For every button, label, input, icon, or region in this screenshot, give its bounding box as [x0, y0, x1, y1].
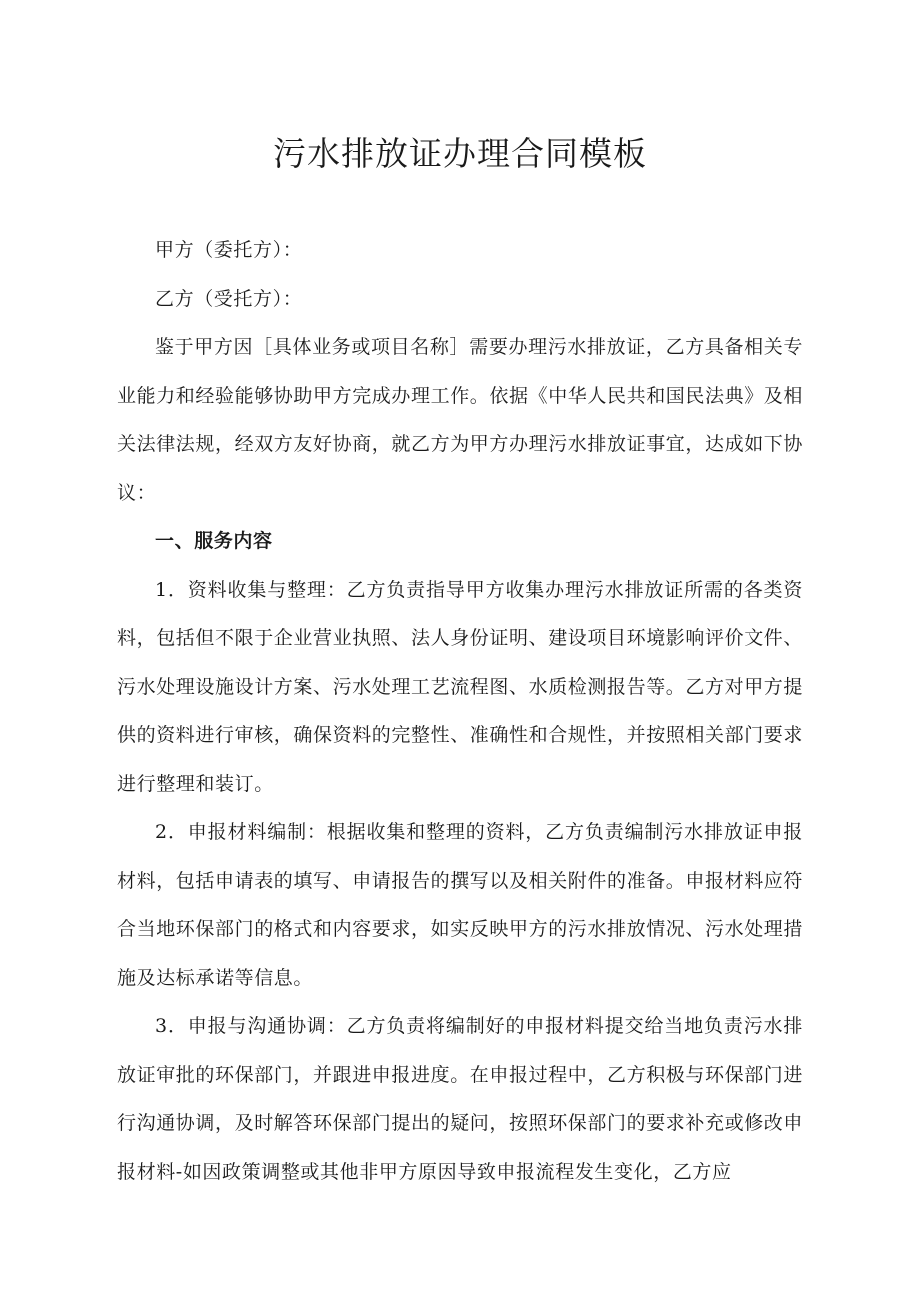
- preamble-paragraph: 鉴于甲方因［具体业务或项目名称］需要办理污水排放证，乙方具备相关专业能力和经验能够协助甲方完成办理工作。依据《中华人民共和国民法典》及相关法律法规，经双方友好协商，就乙方为甲方办理污水排放证事宜，达成如下协议：: [117, 336, 804, 504]
- document-body: [117, 226, 803, 1196]
- clause-3-paragraph: 3．申报与沟通协调：乙方负责将编制好的申报材料提交给当地负责污水排放证审批的环保部门，并跟进申报进度。在申报过程中，乙方积极与环保部门进行沟通协调，及时解答环保部门提出的疑问，按照环保部门的要求补充或修改申报材料-如因政策调整或其他非甲方原因导致申报流程发生变化，乙方应: [117, 1015, 804, 1183]
- party-b-label: 乙方（受托方）：: [155, 287, 303, 310]
- section-heading-services: 一、服务内容: [155, 530, 273, 552]
- document-title: 污水排放证办理合同模板: [273, 134, 647, 173]
- clause-1-paragraph: 1．资料收集与整理：乙方负责指导甲方收集办理污水排放证所需的各类资料，包括但不限于企业营业执照、法人身份证明、建设项目环境影响评价文件、污水处理设施设计方案、污水处理工艺流程图、水质检测报告等。乙方对甲方提供的资料进行审核，确保资料的完整性、准确性和合规性，并按照相关部门要求进行整理和装订。: [117, 578, 804, 795]
- clause-2-paragraph: 2．申报材料编制：根据收集和整理的资料，乙方负责编制污水排放证申报材料，包括申请表的填写、申请报告的撰写以及相关附件的准备。申报材料应符合当地环保部门的格式和内容要求，如实反映甲方的污水排放情况、污水处理措施及达标承诺等信息。: [117, 821, 804, 989]
- party-a-label: 甲方（委托方）：: [155, 239, 303, 261]
